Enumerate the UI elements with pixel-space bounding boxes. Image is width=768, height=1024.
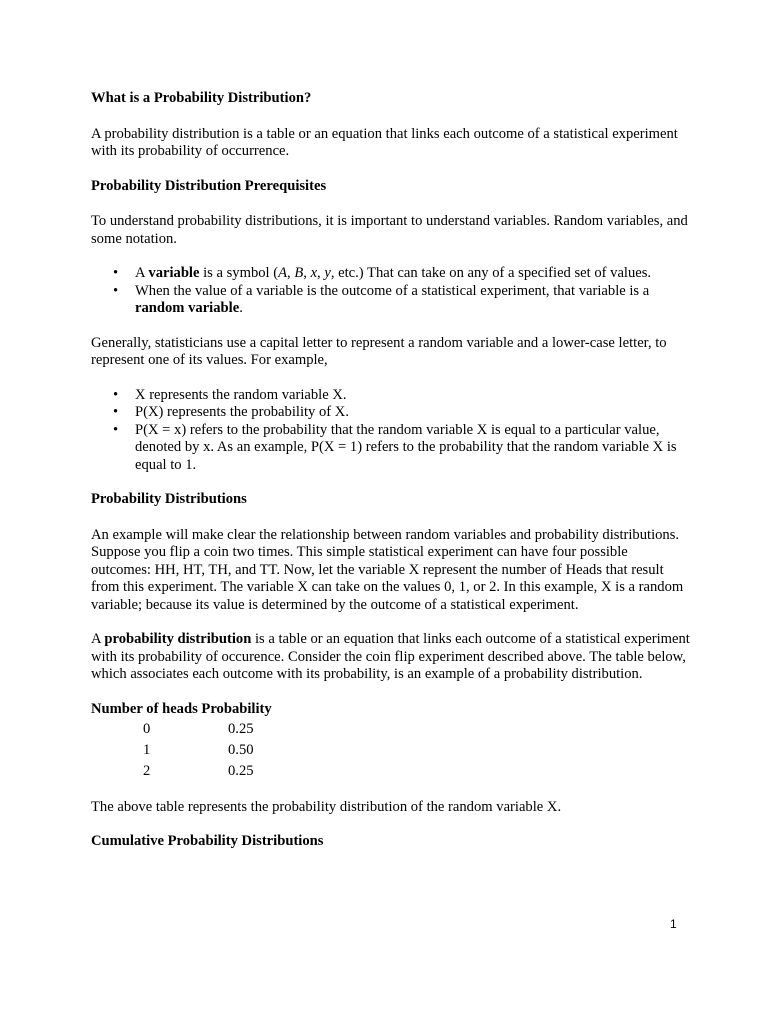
table-row xyxy=(91,761,691,782)
heading-cumulative: Cumulative Probability Distributions xyxy=(91,833,324,849)
heading-what-is: What is a Probability Distribution? xyxy=(91,90,312,106)
list-item xyxy=(91,422,691,475)
list-item-text: , etc.) That can take on any of a specified set of values. xyxy=(330,265,652,281)
bullet-icon: • xyxy=(113,421,119,438)
probability-table xyxy=(91,701,691,782)
symbol-a: A xyxy=(278,265,288,281)
heading-prerequisites: Probability Distribution Prerequisites xyxy=(91,177,327,194)
page-number: 1 xyxy=(670,917,677,931)
paragraph-text: A xyxy=(91,631,105,647)
symbol-y: y xyxy=(324,265,331,281)
separator: , xyxy=(287,265,295,281)
term-variable: variable xyxy=(148,265,200,281)
separator: , xyxy=(303,265,311,281)
paragraph-prerequisites: To understand probability distributions, it is important to understand variables. Random variables, and some notation. xyxy=(91,213,688,247)
list-item-text: A xyxy=(135,265,149,281)
symbol-b: B xyxy=(294,265,304,281)
table-row xyxy=(91,740,691,761)
paragraph-text: is a table or an equation that links each outcome of a statistical experiment with its probability of occurence. Consider the coin flip experiment described above. The table below, which associates each outcome with its probability, is an example of a probability distribution. xyxy=(91,631,690,682)
bullet-icon: • xyxy=(113,386,119,403)
paragraph-notation: Generally, statisticians use a capital letter to represent a random variable and a lower-case letter, to represent one of its values. For example, xyxy=(91,334,667,368)
paragraph-coin-example: An example will make clear the relationship between random variables and probability distributions. Suppose you flip a coin two times. This simple statistical experiment can have four possible outcomes: HH, HT, TH, and TT. Now, let the variable X represent the number of Heads that result from this experiment. The variable X can take on the values 0, 1, or 2. In this example, X is a random variable; because its value is determined by the outcome of a statistical experiment. xyxy=(91,526,684,613)
paragraph-definition: A probability distribution is a table or an equation that links each outcome of a statistical experiment with its probability of occurrence. xyxy=(91,125,678,159)
paragraph-table-note: The above table represents the probability distribution of the random variable X. xyxy=(91,798,562,815)
term-probability-distribution: probability distribution xyxy=(104,631,252,647)
list-item-text: X represents the random variable X. xyxy=(135,386,347,403)
cell-heads: 2 xyxy=(143,762,151,779)
heading-distributions: Probability Distributions xyxy=(91,491,247,507)
list-item-text: . xyxy=(239,300,243,316)
cell-probability: 0.50 xyxy=(228,741,254,758)
cell-heads: 0 xyxy=(143,720,151,737)
bullet-icon: • xyxy=(113,404,119,420)
cell-probability: 0.25 xyxy=(228,720,254,737)
list-item-text: is a symbol ( xyxy=(199,265,279,281)
list-item-text: P(X = x) refers to the probability that the random variable X is equal to a particular value, denoted by x. As an example, P(X = 1) refers to the probability that the random variable X is equal to 1. xyxy=(135,421,677,473)
list-item-text: When the value of a variable is the outcome of a statistical experiment, that variable is a xyxy=(135,282,650,299)
list-item xyxy=(91,404,691,422)
list-item xyxy=(91,387,691,405)
cell-probability: 0.25 xyxy=(228,762,254,779)
document-page xyxy=(91,90,691,851)
term-random-variable: random variable xyxy=(135,300,240,316)
bullet-list-notation xyxy=(91,387,691,475)
list-item xyxy=(91,283,691,318)
list-item xyxy=(91,265,691,283)
bullet-icon: • xyxy=(113,282,119,299)
table-header: Number of heads Probability xyxy=(91,700,272,717)
cell-heads: 1 xyxy=(143,741,151,758)
bullet-list-variables xyxy=(91,265,691,318)
separator: , xyxy=(317,265,325,281)
paragraph-distribution-definition xyxy=(91,631,691,684)
bullet-icon: • xyxy=(113,265,119,281)
symbol-x: x xyxy=(310,265,318,281)
list-item-text: P(X) represents the probability of X. xyxy=(135,404,349,420)
table-row xyxy=(91,719,691,740)
